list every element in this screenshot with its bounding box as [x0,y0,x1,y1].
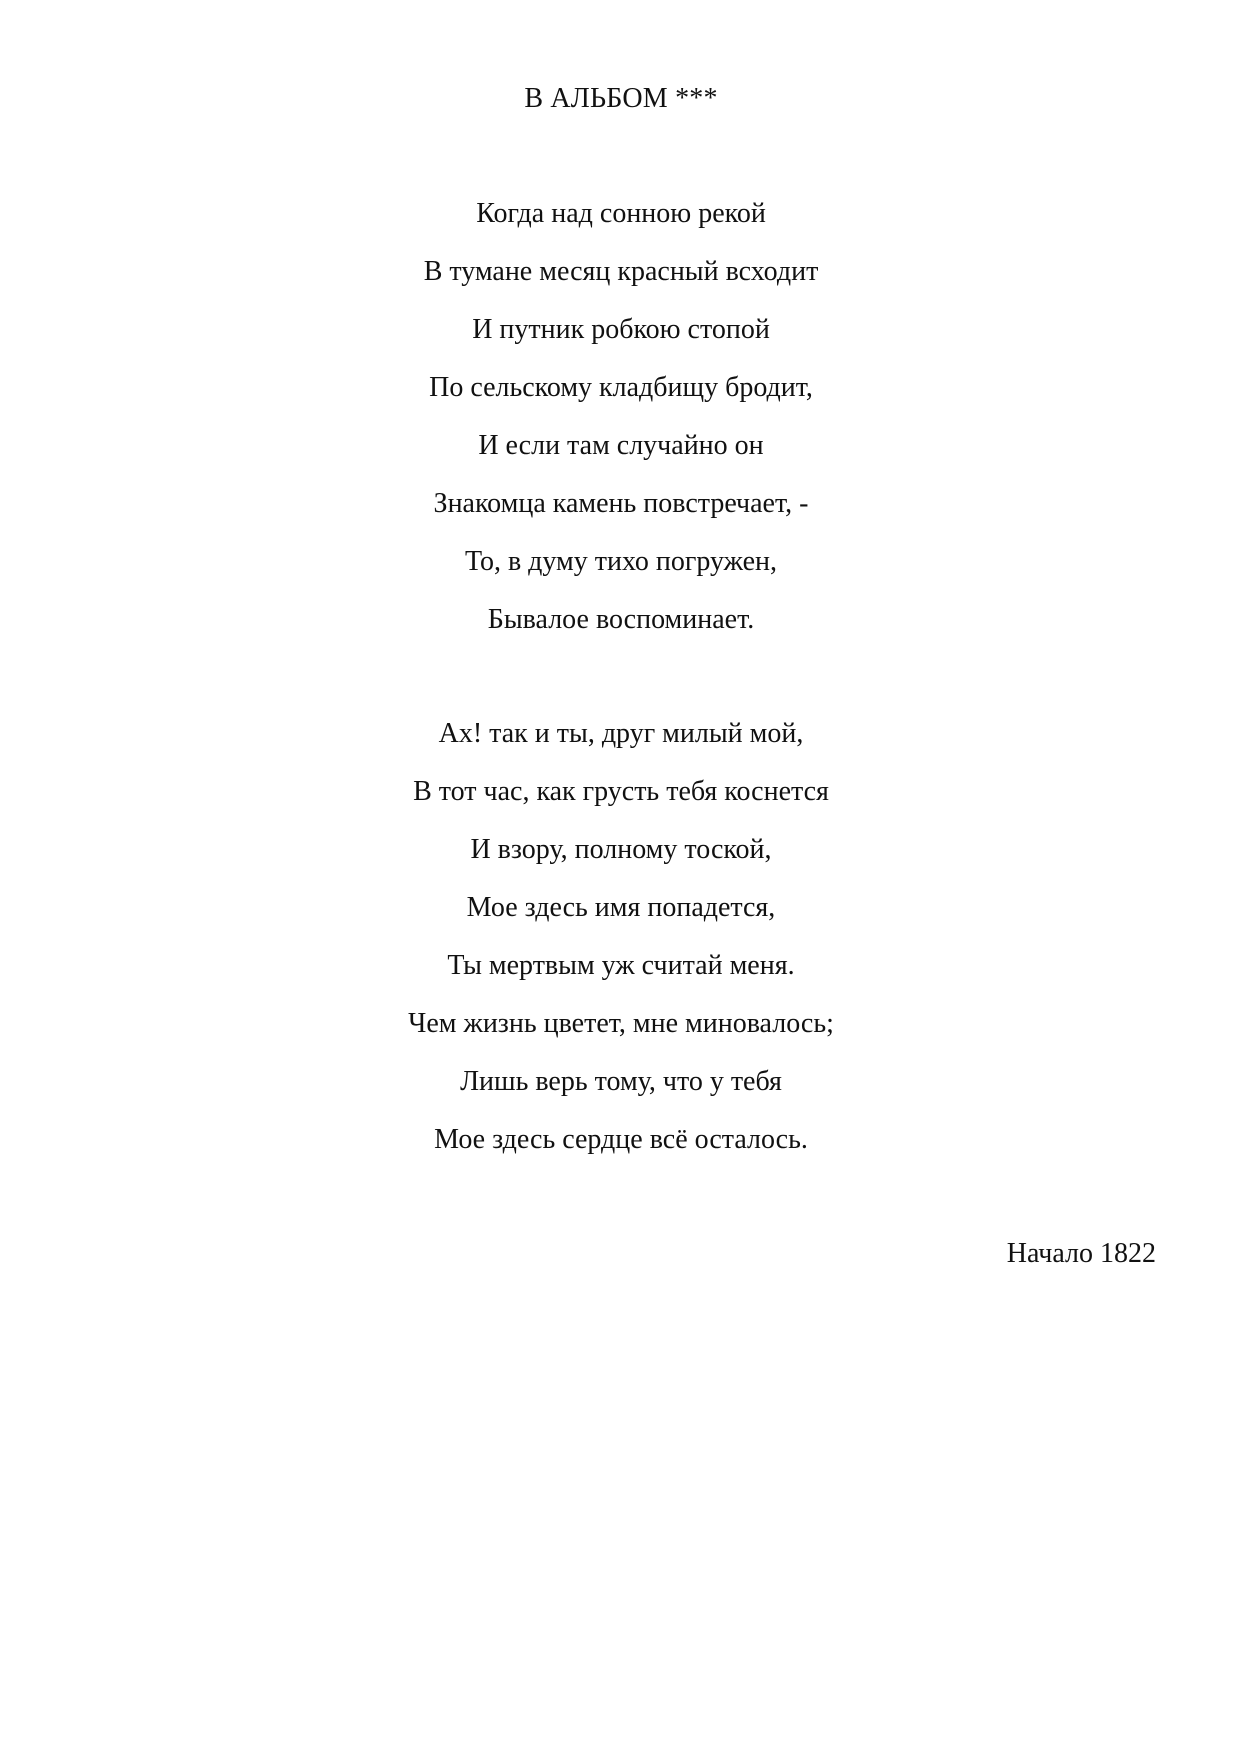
poem-line: Ты мертвым уж считай меня. [447,950,795,981]
poem-line: В тумане месяц красный всходит [423,256,819,287]
poem-date: Начало 1822 [1006,1238,1156,1269]
poem-line: Знакомца камень повстречает, - [433,488,809,519]
stanza-2 [0,717,1242,1181]
poem-line: И путник робкою стопой [472,314,770,345]
poem-line: В тот час, как грусть тебя коснется [413,776,829,807]
poem-line: Мое здесь имя попадется, [466,892,776,923]
poem-line: Лишь верь тому, что у тебя [460,1066,782,1097]
poem-line: И взору, полному тоской, [470,834,772,865]
poem-line: По сельскому кладбищу бродит, [429,372,813,403]
poem-line: Мое здесь сердце всё осталось. [434,1124,808,1155]
poem-line: Ах! так и ты, друг милый мой, [438,718,804,749]
poem-line: Чем жизнь цветет, мне миновалось; [408,1008,834,1039]
poem-line: И если там случайно он [478,430,764,461]
poem-line: Бывалое воспоминает. [487,604,755,635]
poem-title: В АЛЬБОМ *** [524,83,718,114]
poem-line: То, в думу тихо погружен, [464,546,778,577]
stanza-1 [0,197,1242,661]
poem-line: Когда над сонною рекой [476,198,766,229]
